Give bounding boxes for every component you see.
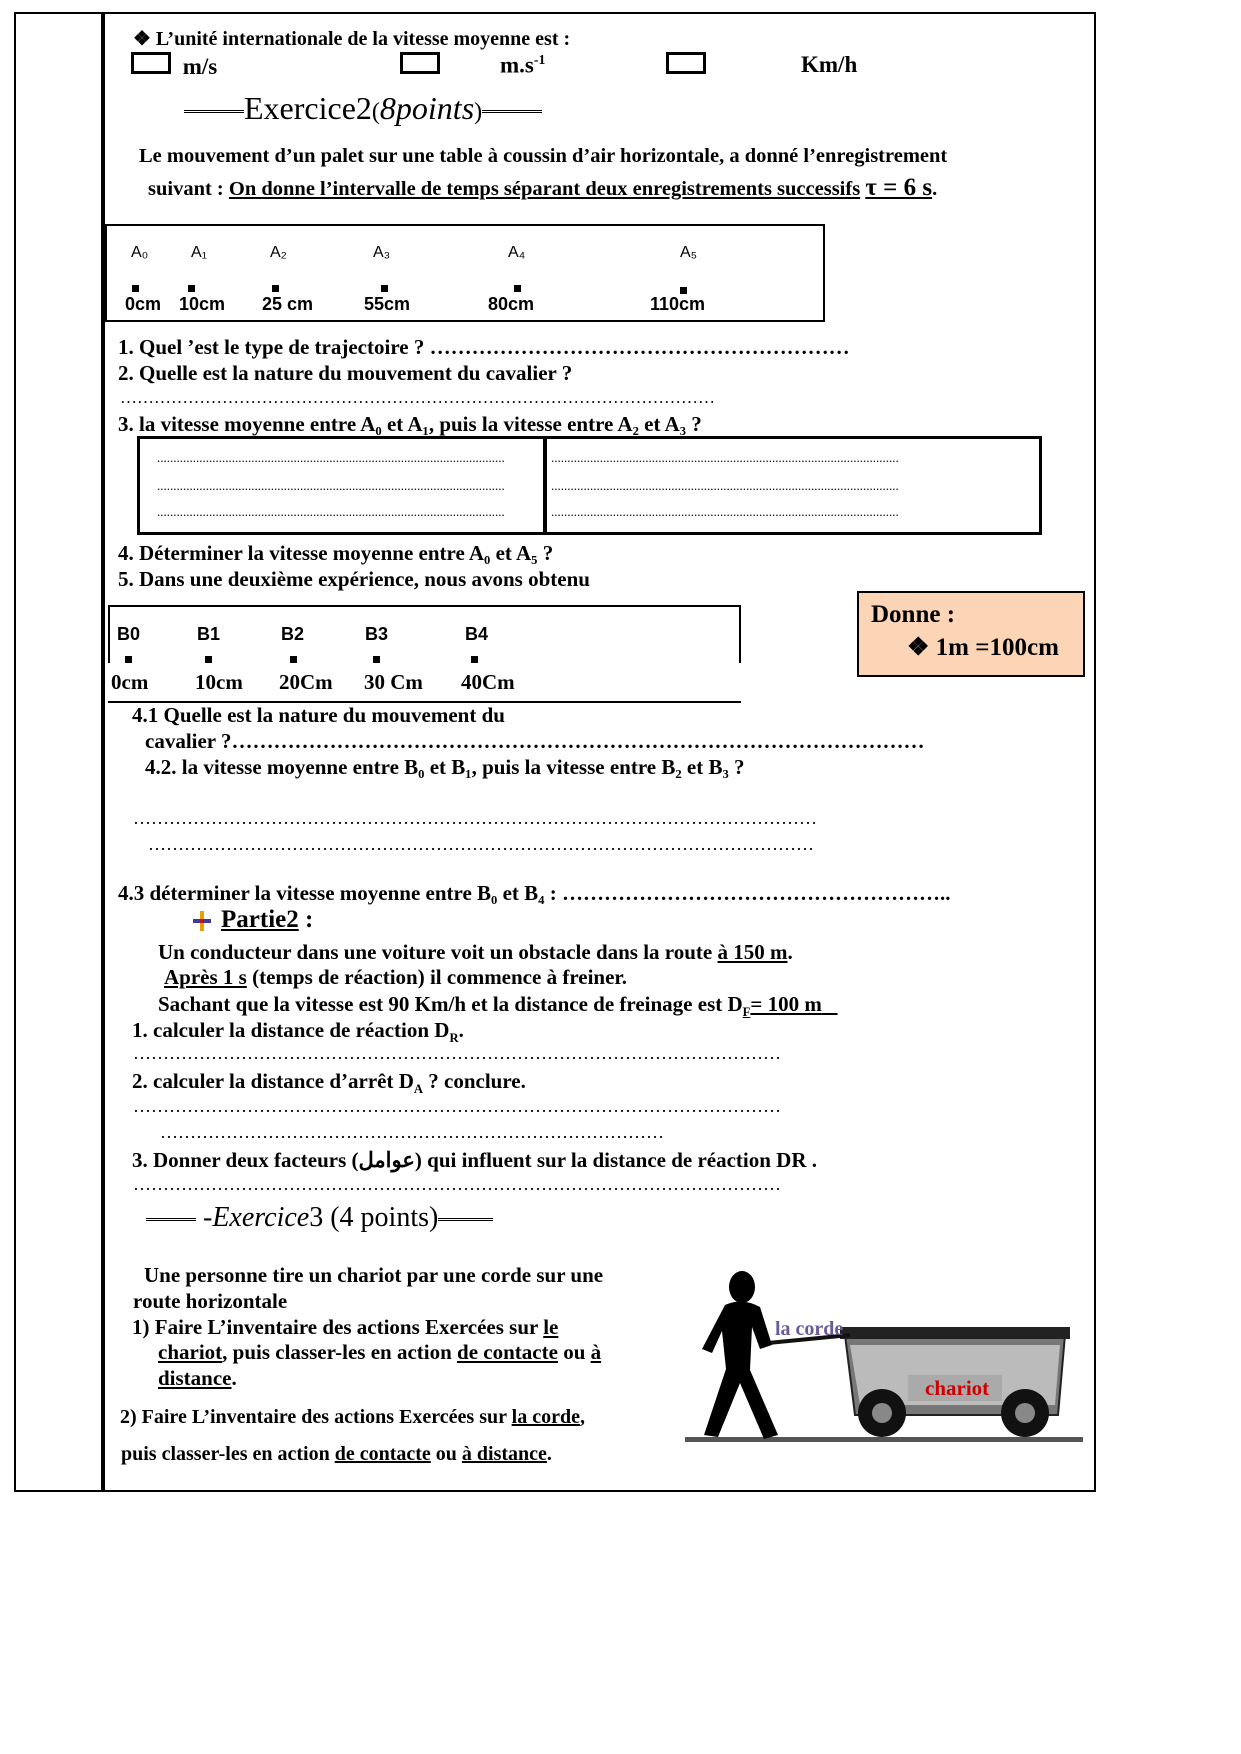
units-question: ❖ L’unité internationale de la vitesse moyenne est : (133, 28, 571, 50)
record-dot (205, 656, 212, 663)
ex2-intro-line2: suivant : On donne l’intervalle de temps séparant deux enregistrements successifs τ = 6 s. (148, 174, 938, 201)
cart-label: chariot (925, 1376, 990, 1400)
answer-line[interactable]: ........................................................................................................... (157, 504, 505, 519)
question-5: 5. Dans une deuxième expérience, nous avons obtenu (118, 567, 590, 591)
person-pulling-cart-figure (660, 1265, 1085, 1450)
partie2-line2: Après 1 s (temps de réaction) il commence à freiner. (164, 965, 628, 989)
point-label: A₁ (191, 244, 208, 261)
answer-line[interactable]: ........................................................................................................... (157, 478, 505, 493)
answer-line[interactable]: ........................................................................................................... (551, 478, 899, 493)
plus-bullet-icon (193, 911, 211, 931)
ex3-intro-line2: route horizontale (133, 1289, 288, 1313)
answer-line[interactable]: ………………………………………………………………………… (160, 1122, 664, 1142)
given-title: Donne : (871, 601, 956, 628)
point-label: A₂ (270, 244, 287, 261)
partie2-question-3: 3. Donner deux facteurs (عوامل) qui influent sur la distance de réaction DR . (132, 1148, 818, 1172)
question-4-3: 4.3 déterminer la vitesse moyenne entre B₀ et B₄ : ……………………………………………….. (118, 881, 951, 905)
point-label: A₄ (508, 244, 526, 261)
question-4-1-cont: cavalier ?……………………………………………………………………………………… (145, 729, 925, 753)
question-4: 4. Déterminer la vitesse moyenne entre A₀ et A₅ ? (118, 541, 554, 565)
record-dot (290, 656, 297, 663)
unit-option-kmh: Km/h (801, 52, 858, 77)
partie2-heading: Partie2 : (193, 906, 313, 934)
record-dot (188, 285, 195, 292)
point-label: A₅ (680, 244, 698, 261)
checkbox[interactable] (131, 52, 171, 74)
rope-label: la corde (775, 1318, 844, 1340)
answer-line[interactable]: ........................................................................................................... (551, 450, 899, 465)
answer-line[interactable]: ........................................................................................................... (551, 504, 899, 519)
recording-b-top (108, 605, 741, 607)
title-decoration (146, 1218, 196, 1221)
checkbox-kmh[interactable] (666, 52, 706, 79)
record-dot (381, 285, 388, 292)
title-decoration (438, 1218, 493, 1221)
question-2: 2. Quelle est la nature du mouvement du cavalier ? (118, 361, 573, 385)
checkbox-ms-1[interactable] (400, 52, 440, 79)
record-dot (132, 285, 139, 292)
record-dot (373, 656, 380, 663)
person-silhouette (702, 1271, 778, 1439)
ground-line (685, 1437, 1083, 1442)
answer-line[interactable]: ……………………………………………………………………………………………… (133, 1096, 781, 1116)
point-label: A₃ (373, 244, 391, 261)
partie2-question-2: 2. calculer la distance d’arrêt $D_A$ ? conclure. (132, 1069, 526, 1097)
partie2-question-1: 1. calculer la distance de réaction $D_R$. (132, 1018, 464, 1046)
ex3-intro-line1: Une personne tire un chariot par une corde sur une (144, 1263, 604, 1287)
recording-b-left (108, 605, 110, 663)
answer-line[interactable]: …………………………………………………………………………………………………… (133, 808, 817, 828)
title-decoration (184, 110, 244, 113)
answer-line[interactable]: ........................................................................................................... (157, 450, 505, 465)
ex3-question-2-cont: puis classer-les en action de contacte ou à distance. (121, 1443, 552, 1465)
point-label: A₀ (131, 244, 149, 261)
question-4-2: 4.2. la vitesse moyenne entre B₀ et B₁, puis la vitesse entre B₂ et B₃ ? (145, 755, 745, 779)
partie2-line1: Un conducteur dans une voiture voit un obstacle dans la route à 150 m. (158, 940, 793, 964)
record-dot (514, 285, 521, 292)
partie2-line3: Sachant que la vitesse est 90 Km/h et la distance de freinage est $D_F= 100$ m (158, 992, 822, 1020)
unit-option-ms-1: $m.s^{-1}$ (500, 52, 546, 78)
unit-option-ms[interactable]: m/s (131, 52, 217, 80)
exercise2-title: Exercice2(8points) (184, 90, 542, 127)
title-decoration (482, 110, 542, 113)
recording-b-right (739, 605, 741, 663)
ex3-question-1-cont: chariot, puis classer-les en action de contacte ou à (158, 1340, 602, 1364)
answer-line[interactable]: ………………………………………………………………………………………………… (148, 834, 814, 854)
ex2-intro-line1: Le mouvement d’un palet sur une table à coussin d’air horizontale, a donné l’enregistrement (139, 145, 948, 167)
answer-line[interactable]: …………………………………………………………………………………………… (120, 388, 715, 407)
question-4-1: 4.1 Quelle est la nature du mouvement du (132, 703, 505, 727)
ex3-question-2: 2) Faire L’inventaire des actions Exercées sur la corde, (120, 1406, 585, 1428)
answer-line[interactable]: ……………………………………………………………………………………………… (133, 1174, 781, 1194)
ex3-question-1: 1) Faire L’inventaire des actions Exercées sur le (132, 1315, 559, 1339)
record-dot (471, 656, 478, 663)
given-item: ❖ 1m =100cm (907, 634, 1059, 661)
record-dot (680, 287, 687, 294)
record-dot (272, 285, 279, 292)
exercise3-title: -Exercice3 (4 points) (146, 1202, 493, 1234)
question-1: 1. Quel ’est le type de trajectoire ? …………………………………………………… (118, 335, 850, 359)
answer-line[interactable]: ……………………………………………………………………………………………… (133, 1043, 781, 1063)
ex3-question-1-end: distance. (158, 1366, 237, 1390)
answer-table-divider (543, 436, 547, 535)
record-dot (125, 656, 132, 663)
question-3: 3. la vitesse moyenne entre A₀ et A₁, puis la vitesse entre A₂ et A₃ ? (118, 412, 702, 436)
